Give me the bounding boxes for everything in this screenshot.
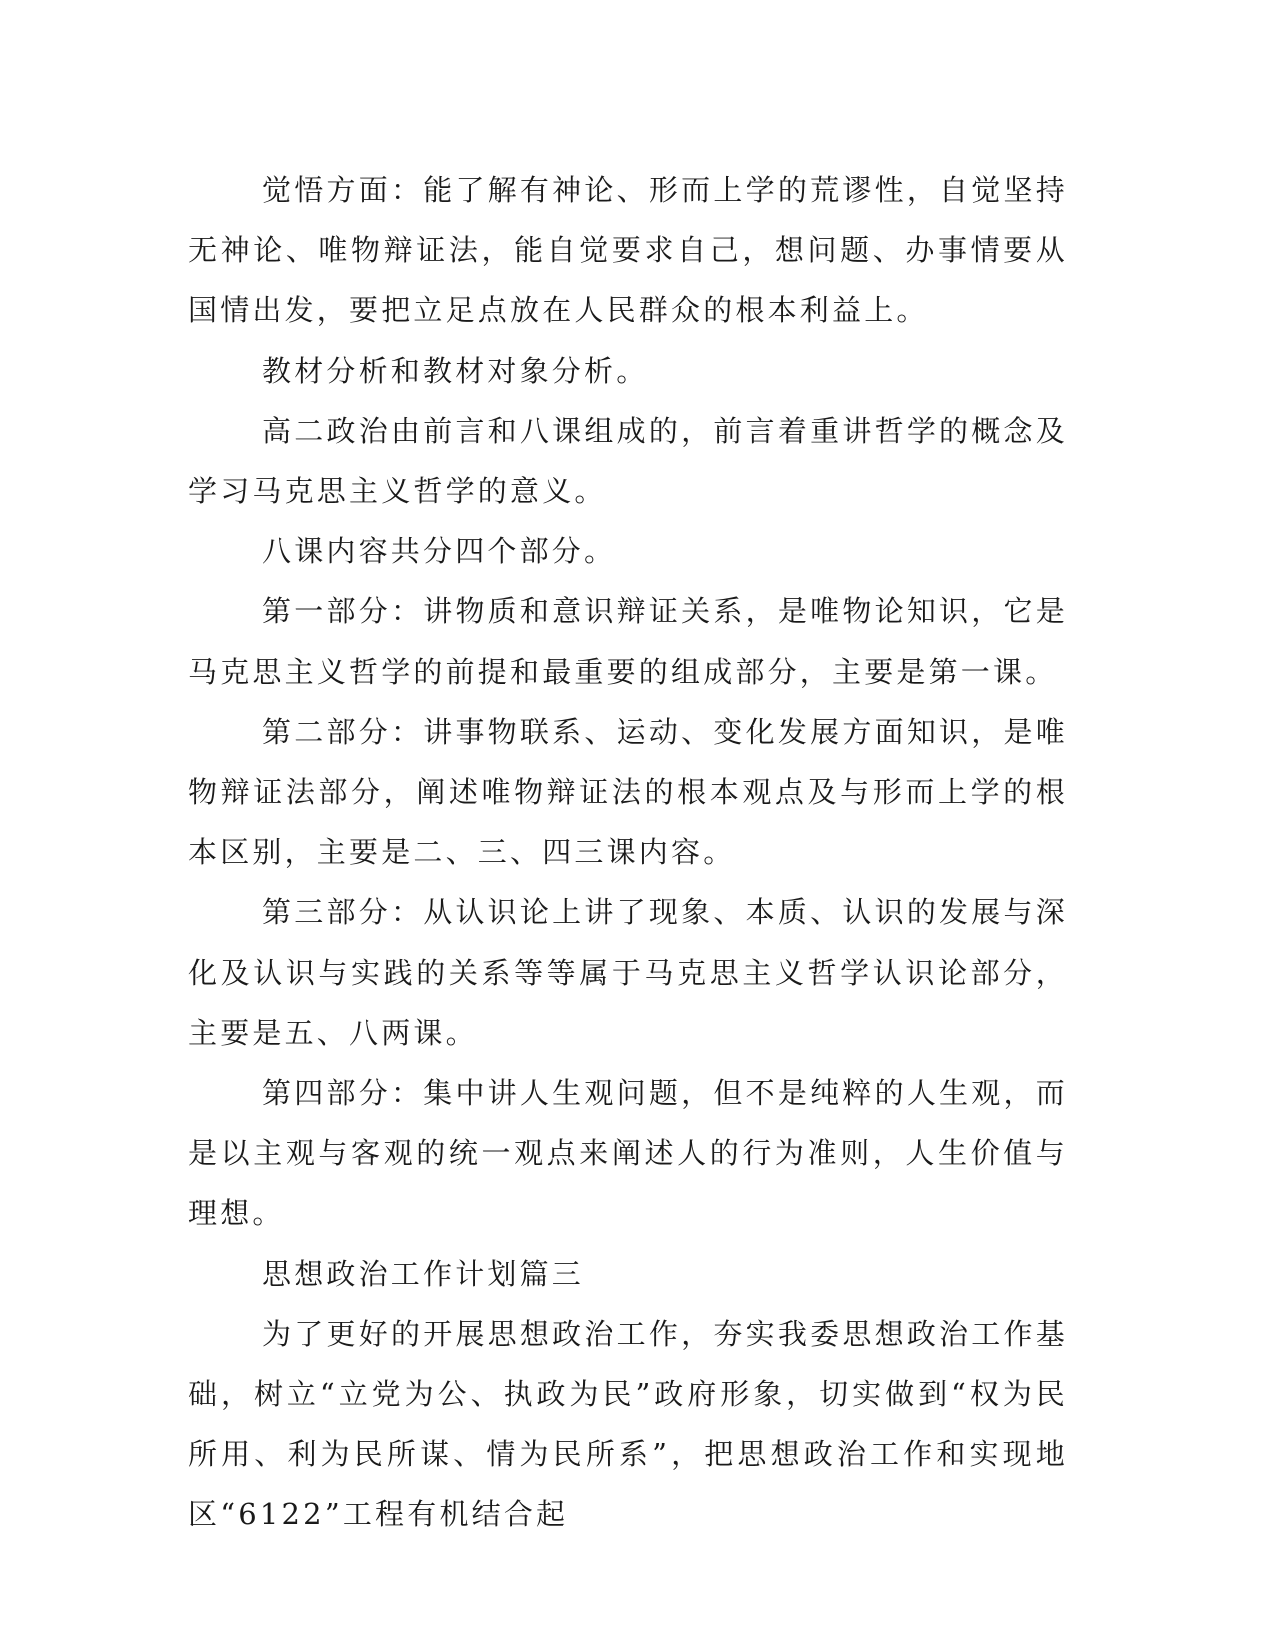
section-heading: 思想政治工作计划篇三 <box>262 1256 585 1291</box>
paragraph-part-two: 第二部分：讲事物联系、运动、变化发展方面知识，是唯物辩证法部分，阐述唯物辩证法的根本观点及与形而上学的根本区别，主要是二、三、四三课内容。 <box>188 714 1068 870</box>
paragraph-work-plan: 为了更好的开展思想政治工作，夯实我委思想政治工作基础，树立“立党为公、执政为民”政府形象，切实做到“权为民所用、利为民所谋、情为民所系”，把思想政治工作和实现地区“6122”工程有机结合起 <box>188 1316 1068 1532</box>
paragraph-awareness: 觉悟方面：能了解有神论、形而上学的荒谬性，自觉坚持无神论、唯物辩证法，能自觉要求自己，想问题、办事情要从国情出发，要把立足点放在人民群众的根本利益上。 <box>188 173 1068 328</box>
document-body <box>188 160 1068 1545</box>
paragraph-course-structure: 高二政治由前言和八课组成的，前言着重讲哲学的概念及学习马克思主义哲学的意义。 <box>188 413 1068 509</box>
paragraph-part-three: 第三部分：从认识论上讲了现象、本质、认识的发展与深化及认识与实践的关系等等属于马克思主义哲学认识论部分，主要是五、八两课。 <box>188 895 1068 1050</box>
paragraph-textbook-analysis: 教材分析和教材对象分析。 <box>262 353 649 388</box>
paragraph-part-four: 第四部分：集中讲人生观问题，但不是纯粹的人生观，而是以主观与客观的统一观点来阐述人的行为准则，人生价值与理想。 <box>188 1076 1068 1231</box>
paragraph-four-parts: 八课内容共分四个部分。 <box>262 534 617 569</box>
paragraph-part-one: 第一部分：讲物质和意识辩证关系，是唯物论知识，它是马克思主义哲学的前提和最重要的组成部分，主要是第一课。 <box>188 594 1068 689</box>
